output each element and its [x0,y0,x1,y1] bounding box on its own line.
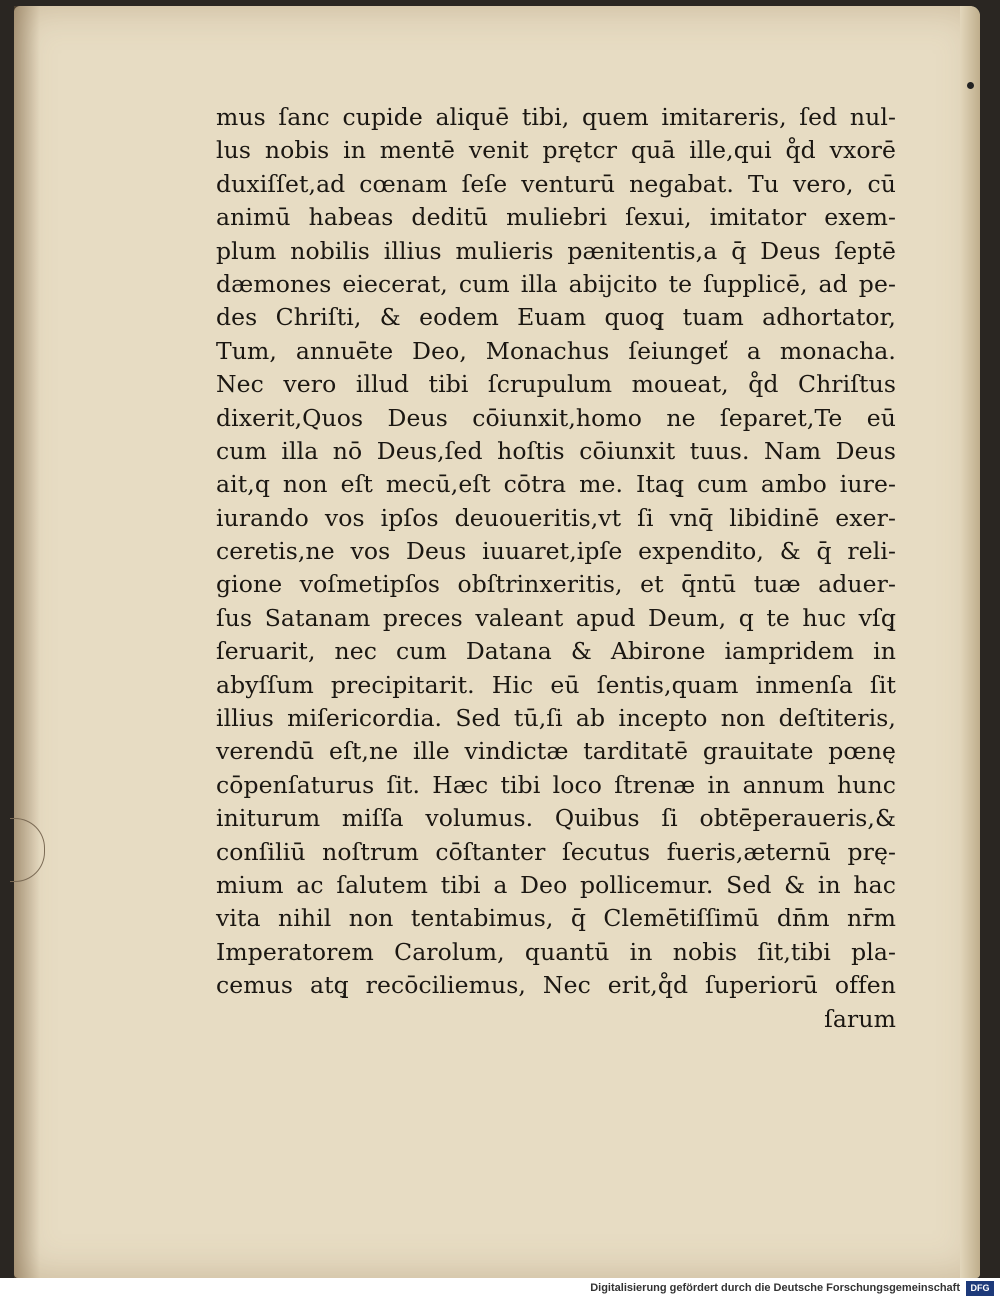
text-line: ait,q non eſt mecū,eſt cōtra me. Itaq̧ cum ambo iure- [216,470,896,499]
text-line: des Chriſti, & eodem Euam quoq̧ tuam adhortator, [216,303,896,332]
text-line: illius miſericordia. Sed tū,ſi ab incepto non deſtiteris, [216,704,896,733]
text-line: mus ſanc cupide aliquē tibi, quem imitareris, ſed nul- [216,103,896,131]
gutter-shadow [14,6,40,1278]
page-edge [960,6,980,1278]
text-line: ſeruarit, nec cum Datana & Abirone iampridem in [216,637,896,666]
text-line: cum illa nō Deus,ſed hoſtis cōiunxit tuus. Nam Deus [216,436,896,465]
text-line: iurando vos ipſos deuoueritis,vt ſi vnq̄ libidinē exer- [216,503,896,532]
text-line: abyſſum precipitarit. Hic eū ſentis,quam inmenſa ſit [216,670,896,699]
text-line: lus nobis in mentē venit prętcr quā ille,qui q̊d vxorē [216,136,896,165]
text-line: dæmones eiecerat, cum illa abijcito te ſupplicē, ad pe- [216,269,896,298]
text-line: animū habeas deditū muliebri ſexui, imitator exem- [216,203,896,232]
dfg-logo: DFG [966,1281,994,1296]
text-line: Imperatorem Carolum, quantū in nobis ſit,tibi pla- [216,937,896,966]
funding-credit: Digitalisierung gefördert durch die Deutsche Forschungsgemeinschaft [590,1282,960,1294]
book-page [14,6,980,1278]
text-line: cemus atq̧ recōciliemus, Nec erit,q̊d ſuperiorū offen [216,971,896,1000]
text-line: mium ac ſalutem tibi a Deo pollicemur. Sed & in hac [216,870,896,899]
corner-dot [967,82,974,89]
text-line: plum nobilis illius mulieris pænitentis,a q̄ Deus ſeptē [216,236,896,265]
text-line: verendū eſt,ne ille vindictæ tarditatē grauitate pœnę [216,737,896,766]
text-line: ſus Satanam preces valeant apud Deum, q te huc vſq̧ [216,603,896,632]
text-line: conſiliū noſtrum cōſtanter ſecutus fueris,æternū prę- [216,837,896,866]
text-line: Nec vero illud tibi ſcrupulum moueat, q̊d Chriſtus [216,370,896,399]
text-line: Tum, annuēte Deo, Monachus ſeiungeť a monacha. [216,336,896,365]
text-line: cōpenſaturus ſit. Hæc tibi loco ſtrenæ in annum hunc [216,770,896,799]
text-line: gione voſmetipſos obſtrinxeritis, et q̄ntū tuæ aduer- [216,570,896,599]
latin-text-block [216,101,896,1036]
text-line: vita nihil non tentabimus, q̄ Clemētiſſimū dn̄m nr̄m [216,904,896,933]
text-line: initurum miſſa volumus. Quibus ſi obtēperaueris,& [216,804,896,833]
text-line: dixerit,Quos Deus cōiunxit,homo ne ſeparet,Te eū [216,403,896,432]
digitization-footer [0,1278,1000,1301]
catchword: ſarum [824,1004,896,1033]
text-line: ceretis,ne vos Deus iuuaret,ipſe expendito, & q̄ reli- [216,537,896,566]
text-line: duxiſſet,ad cœnam ſeſe venturū negabat. Tu vero, cū [216,169,896,198]
